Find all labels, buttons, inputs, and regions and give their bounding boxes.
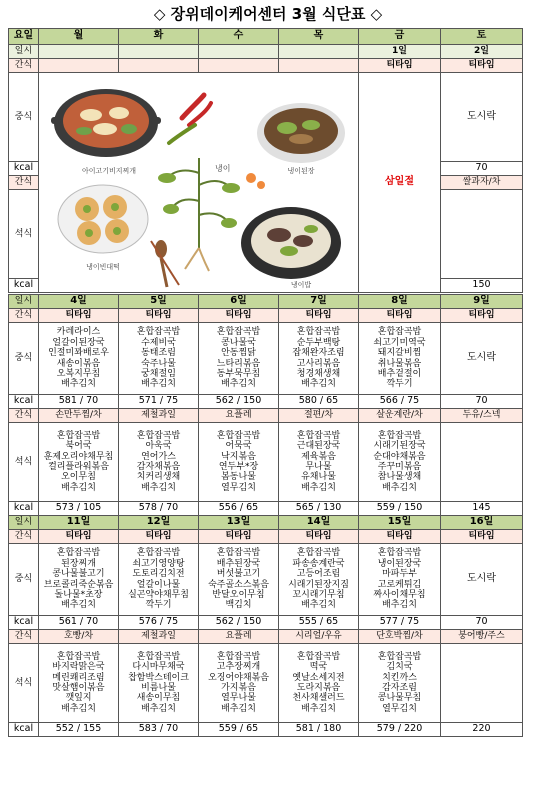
menu-item: 혼합잡곡밥 (216, 651, 261, 662)
day-wed: 수 (199, 29, 279, 45)
lunch-cell (359, 323, 441, 395)
date-cell: 16일 (441, 516, 523, 530)
day-fri: 금 (359, 29, 441, 45)
kcal-cell: 578 / 70 (119, 502, 199, 516)
menu-item: 된장찌개 (61, 558, 96, 569)
kcal-label: kcal (9, 279, 39, 293)
snack-label: 간식 (9, 59, 39, 73)
dinner-cell (199, 644, 279, 723)
kcal-cell: 565 / 130 (279, 502, 359, 516)
menu-item: 고추장찌개 (216, 662, 261, 673)
snack-cell: 티타임 (441, 309, 523, 323)
snack-label: 간식 (9, 309, 39, 323)
lunch-cell (279, 544, 359, 616)
menu-item: 혼합잡곡밥 (216, 430, 261, 441)
kcal-label: kcal (9, 723, 39, 737)
menu-item: 고로케튀김 (377, 579, 422, 590)
menu-item: 배추김치 (382, 600, 417, 611)
date-cell: 2일 (441, 45, 523, 59)
lunch-cell (39, 323, 119, 395)
dinner-cell (119, 644, 199, 723)
snack-cell: 살운계란/차 (359, 409, 441, 423)
fri-holiday-cell (359, 73, 441, 293)
kcal-cell: 150 (441, 279, 523, 293)
lunch-cell (279, 323, 359, 395)
menu-item: 감자조림 (382, 683, 417, 693)
menu-item: 어묵국 (225, 441, 252, 452)
snack-label: 간식 (9, 409, 39, 423)
date-cell: 11일 (39, 516, 119, 530)
menu-item: 얼갈이나물 (136, 579, 181, 590)
lunch-cell (199, 544, 279, 616)
kcal-cell: 562 / 150 (199, 395, 279, 409)
kcal-cell: 220 (441, 723, 523, 737)
menu-item: 유채나물 (301, 472, 336, 483)
menu-item: 봄동나물 (221, 472, 256, 483)
menu-item: 백김치 (225, 600, 252, 611)
menu-item: 맛살햄이볶음 (52, 683, 105, 693)
menu-item: 바지락맑은국 (52, 662, 105, 673)
menu-item: 혼합잡곡밥 (377, 430, 422, 441)
menu-item: 주꾸미볶음 (377, 462, 422, 472)
food-illustration (39, 73, 359, 293)
menu-item: 혼합잡곡밥 (56, 651, 101, 662)
kcal-cell: 145 (441, 502, 523, 516)
menu-item: 연어가스 (141, 451, 176, 462)
lunch-cell (199, 323, 279, 395)
dinner-cell (441, 644, 523, 723)
menu-item: 순두부백탕 (296, 337, 341, 348)
dinner-cell (119, 423, 199, 502)
snack-cell: 제철과일 (119, 409, 199, 423)
menu-item: 숙주나물 (141, 358, 176, 369)
menu-item: 안동찜닭 (221, 348, 256, 359)
day-thu: 목 (279, 29, 359, 45)
lunch-cell: 도시락 (441, 73, 523, 162)
illustration-label: 아이고기비지찌개 (81, 167, 137, 175)
menu-item: 혼합잡곡밥 (56, 548, 101, 559)
date-cell: 6일 (199, 295, 279, 309)
dinner-label: 석식 (9, 423, 39, 502)
date-cell: 13일 (199, 516, 279, 530)
kcal-cell: 571 / 75 (119, 395, 199, 409)
menu-item: 숙주골소스볶음 (208, 579, 269, 590)
menu-item: 브로콜리죽순볶음 (43, 579, 114, 590)
day-tue: 화 (119, 29, 199, 45)
snack-cell: 티타임 (119, 530, 199, 544)
snack-cell: 티타임 (279, 530, 359, 544)
menu-item: 도라지볶음 (296, 683, 341, 693)
menu-item: 비름나물 (141, 683, 176, 693)
menu-item: 훈제오리야채무침 (43, 451, 114, 462)
snack-cell: 티타임 (39, 309, 119, 323)
menu-item: 연두부*장 (218, 462, 259, 472)
snack-label: 간식 (9, 630, 39, 644)
menu-item: 깍두기 (386, 379, 413, 390)
date-cell: 8일 (359, 295, 441, 309)
kcal-label: kcal (9, 395, 39, 409)
weekday-label: 요일 (9, 29, 39, 45)
menu-item: 혼합잡곡밥 (136, 327, 181, 338)
kcal-cell: 561 / 70 (39, 616, 119, 630)
menu-item: 콩나물불고기 (52, 569, 105, 580)
menu-item: 무나물 (305, 462, 332, 472)
snack-cell: 티타임 (119, 309, 199, 323)
lunch-label: 중식 (9, 544, 39, 616)
menu-item: 열무김치 (221, 482, 256, 493)
menu-item: 배추김치 (221, 379, 256, 390)
snack-cell: 티타임 (441, 59, 523, 73)
menu-item: 다시마무채국 (132, 662, 185, 673)
date-cell: 12일 (119, 516, 199, 530)
date-cell: 7일 (279, 295, 359, 309)
date-cell: 9일 (441, 295, 523, 309)
menu-item: 배추김치 (141, 379, 176, 390)
menu-item: 배추김치 (301, 703, 336, 714)
menu-item: 배추겉절이 (377, 368, 422, 379)
menu-item: 배추김치 (141, 482, 176, 493)
lunch-cell (119, 544, 199, 616)
menu-item: 반달오이무침 (212, 589, 265, 600)
snack-cell: 요플레 (199, 630, 279, 644)
kcal-cell: 562 / 150 (199, 616, 279, 630)
menu-item: 순대야채볶음 (373, 451, 426, 462)
menu-item: 혼합잡곡밥 (136, 548, 181, 559)
menu-item: 마파두부 (382, 569, 417, 580)
date-cell: 1일 (359, 45, 441, 59)
kcal-cell: 70 (441, 395, 523, 409)
illustration-label: 냉이빈대떡 (86, 263, 120, 271)
menu-item: 시래기된장국 (373, 441, 426, 452)
menu-item: 새송이볶음 (56, 358, 101, 369)
kcal-cell: 576 / 75 (119, 616, 199, 630)
kcal-cell: 559 / 150 (359, 502, 441, 516)
menu-item: 옛날소세지전 (292, 672, 345, 683)
menu-item: 혼합잡곡밥 (296, 548, 341, 559)
menu-item: 천사채샐러드 (292, 693, 345, 704)
menu-item: 동태조림 (141, 348, 176, 359)
menu-item: 메린쾌리조림 (52, 672, 105, 683)
snack-cell: 티타임 (359, 309, 441, 323)
kcal-label: kcal (9, 502, 39, 516)
kcal-cell: 556 / 65 (199, 502, 279, 516)
lunch-label: 중식 (9, 323, 39, 395)
menu-item: 배추김치 (301, 379, 336, 390)
menu-item: 치킨까스 (382, 672, 417, 683)
snack-cell: 두유/스넥 (441, 409, 523, 423)
snack-cell: 요플레 (199, 409, 279, 423)
kcal-label: kcal (9, 616, 39, 630)
kcal-cell: 577 / 75 (359, 616, 441, 630)
page-title: ◇ 장위데이케어센터 3월 식단표 ◇ (153, 5, 383, 23)
date-cell: 14일 (279, 516, 359, 530)
menu-item: 실곤약야채무침 (128, 589, 189, 600)
menu-item: 오이무침 (61, 472, 96, 483)
menu-item: 열무나물 (221, 693, 256, 704)
snack-cell: 티타임 (199, 309, 279, 323)
menu-item: 배추김치 (61, 379, 96, 390)
kcal-cell: 581 / 70 (39, 395, 119, 409)
menu-item: 근대된장국 (296, 441, 341, 452)
menu-item: 버섯불고기 (216, 569, 261, 580)
snack-cell: 시리얼/우유 (279, 630, 359, 644)
menu-item: 냉이된장국 (377, 558, 422, 569)
menu-item: 깻잎지 (65, 693, 92, 704)
menu-item: 제육볶음 (301, 451, 336, 462)
snack-cell: 절편/차 (279, 409, 359, 423)
menu-item: 혼합잡곡밥 (216, 548, 261, 559)
date-cell: 4일 (39, 295, 119, 309)
menu-item: 돼지갈비찜 (377, 348, 422, 359)
date-cell: 15일 (359, 516, 441, 530)
snack-cell: 티타임 (199, 530, 279, 544)
snack-cell: 티타임 (279, 309, 359, 323)
day-sat: 토 (441, 29, 523, 45)
menu-item: 새송이무침 (136, 693, 181, 704)
menu-item: 북어국 (65, 441, 92, 452)
day-mon: 월 (39, 29, 119, 45)
snack-cell: 붕어빵/주스 (441, 630, 523, 644)
menu-item: 혼합잡곡밥 (216, 327, 261, 338)
snack-cell: 쌀과자/차 (441, 176, 523, 190)
kcal-cell: 555 / 65 (279, 616, 359, 630)
menu-item: 배추김치 (61, 482, 96, 493)
menu-item: 취나물볶음 (377, 358, 422, 369)
kcal-cell: 552 / 155 (39, 723, 119, 737)
kcal-cell: 573 / 105 (39, 502, 119, 516)
menu-item: 콩나물무침 (377, 693, 422, 704)
dinner-cell (279, 644, 359, 723)
kcal-cell: 583 / 70 (119, 723, 199, 737)
dinner-cell (441, 423, 523, 502)
menu-item: 혼합잡곡밥 (296, 327, 341, 338)
menu-item: 혼합잡곡밥 (296, 430, 341, 441)
dinner-cell (199, 423, 279, 502)
menu-item: 혼합잡곡밥 (136, 430, 181, 441)
menu-item: 꼬시래기무침 (292, 589, 345, 600)
snack-cell: 티타임 (359, 530, 441, 544)
dinner-label: 석식 (9, 190, 39, 279)
menu-item: 오징어야채볶음 (208, 672, 269, 683)
illustration-label: 냉이밥 (290, 281, 312, 289)
menu-item: 배추김치 (61, 703, 96, 714)
snack-label: 간식 (9, 530, 39, 544)
menu-item: 카레라이스 (56, 327, 101, 338)
menu-item: 감자채볶음 (136, 462, 181, 472)
date-cell: 5일 (119, 295, 199, 309)
snack-cell: 티타임 (359, 59, 441, 73)
menu-item: 돌나물*초장 (54, 589, 103, 600)
menu-table (8, 28, 523, 293)
menu-item: 찹함박스테이크 (128, 672, 189, 683)
menu-item: 혼합잡곡밥 (377, 327, 422, 338)
menu-item: 배추김치 (61, 600, 96, 611)
menu-item: 배추된장국 (216, 558, 261, 569)
menu-item: 쇠고기미역국 (373, 337, 426, 348)
snack-cell: 손만두찜/차 (39, 409, 119, 423)
dinner-cell (359, 423, 441, 502)
menu-item: 고사리볶음 (296, 358, 341, 369)
holiday-note: 삼일절 (385, 176, 414, 188)
menu-item: 참나물생채 (377, 472, 422, 483)
kcal-cell: 70 (441, 162, 523, 176)
menu-item: 배추김치 (221, 703, 256, 714)
menu-item: 혼합잡곡밥 (56, 430, 101, 441)
menu-item: 고등어조림 (296, 569, 341, 580)
illustration-label: 냉이된장 (287, 167, 315, 175)
kcal-label: kcal (9, 162, 39, 176)
menu-item: 혼합잡곡밥 (296, 651, 341, 662)
menu-table-weeks (8, 294, 523, 737)
kcal-cell: 70 (441, 616, 523, 630)
menu-item: 배추김치 (382, 482, 417, 493)
dinner-cell (279, 423, 359, 502)
menu-item: 혼합잡곡밥 (377, 548, 422, 559)
menu-item: 떡국 (309, 662, 328, 673)
menu-item: 김치국 (386, 662, 413, 673)
menu-item: 얼갈이된장국 (52, 337, 105, 348)
menu-item: 배추김치 (141, 703, 176, 714)
snack-cell: 제철과일 (119, 630, 199, 644)
menu-item: 동부묵무침 (216, 368, 261, 379)
kcal-cell: 566 / 75 (359, 395, 441, 409)
date-label: 일시 (9, 45, 39, 59)
snack-cell: 티타임 (441, 530, 523, 544)
menu-item: 깍두기 (145, 600, 172, 611)
lunch-cell (359, 544, 441, 616)
menu-item: 짜사이채무침 (373, 589, 426, 600)
menu-item: 잡채완자조림 (292, 348, 345, 359)
lunch-label: 중식 (9, 73, 39, 162)
menu-item: 오복지무침 (56, 368, 101, 379)
menu-item: 청경채생채 (296, 368, 341, 379)
menu-item: 배추김치 (301, 600, 336, 611)
food-illustration-image (39, 73, 357, 292)
lunch-cell (119, 323, 199, 395)
menu-item: 컬리플라워볶음 (48, 462, 109, 472)
menu-item: 시래기된장지짐 (288, 579, 349, 590)
menu-item: 낙지볶음 (221, 451, 256, 462)
lunch-cell: 도시락 (441, 323, 523, 395)
menu-item: 느타리볶음 (216, 358, 261, 369)
date-label: 일시 (9, 295, 39, 309)
dinner-cell (39, 423, 119, 502)
kcal-cell: 559 / 65 (199, 723, 279, 737)
menu-item: 수제비국 (141, 337, 176, 348)
menu-item: 가지볶음 (221, 683, 256, 693)
menu-item: 배추김치 (301, 482, 336, 493)
menu-item: 열무김치 (382, 703, 417, 714)
menu-item: 아욱국 (145, 441, 172, 452)
menu-item: 콩나물국 (221, 337, 256, 348)
dinner-cell (39, 644, 119, 723)
menu-item: 혼합잡곡밥 (377, 651, 422, 662)
date-label: 일시 (9, 516, 39, 530)
snack-label: 간식 (9, 176, 39, 190)
illustration-label: 냉이 (215, 164, 231, 173)
lunch-cell (39, 544, 119, 616)
snack-cell: 티타임 (39, 530, 119, 544)
snack-cell: 단호박찜/차 (359, 630, 441, 644)
menu-item: 치커리생채 (136, 472, 181, 483)
snack-cell: 호빵/차 (39, 630, 119, 644)
menu-item: 도토리김치전 (132, 569, 185, 580)
menu-item: 파송송계란국 (292, 558, 345, 569)
kcal-cell: 579 / 220 (359, 723, 441, 737)
dinner-cell (359, 644, 441, 723)
kcal-cell: 581 / 180 (279, 723, 359, 737)
menu-item: 인절미꽈배로우 (48, 348, 109, 359)
lunch-cell: 도시락 (441, 544, 523, 616)
menu-item: 궁채절임 (141, 368, 176, 379)
menu-item: 쇠고기영양탕 (132, 558, 185, 569)
dinner-label: 석식 (9, 644, 39, 723)
menu-item: 혼합잡곡밥 (136, 651, 181, 662)
kcal-cell: 580 / 65 (279, 395, 359, 409)
